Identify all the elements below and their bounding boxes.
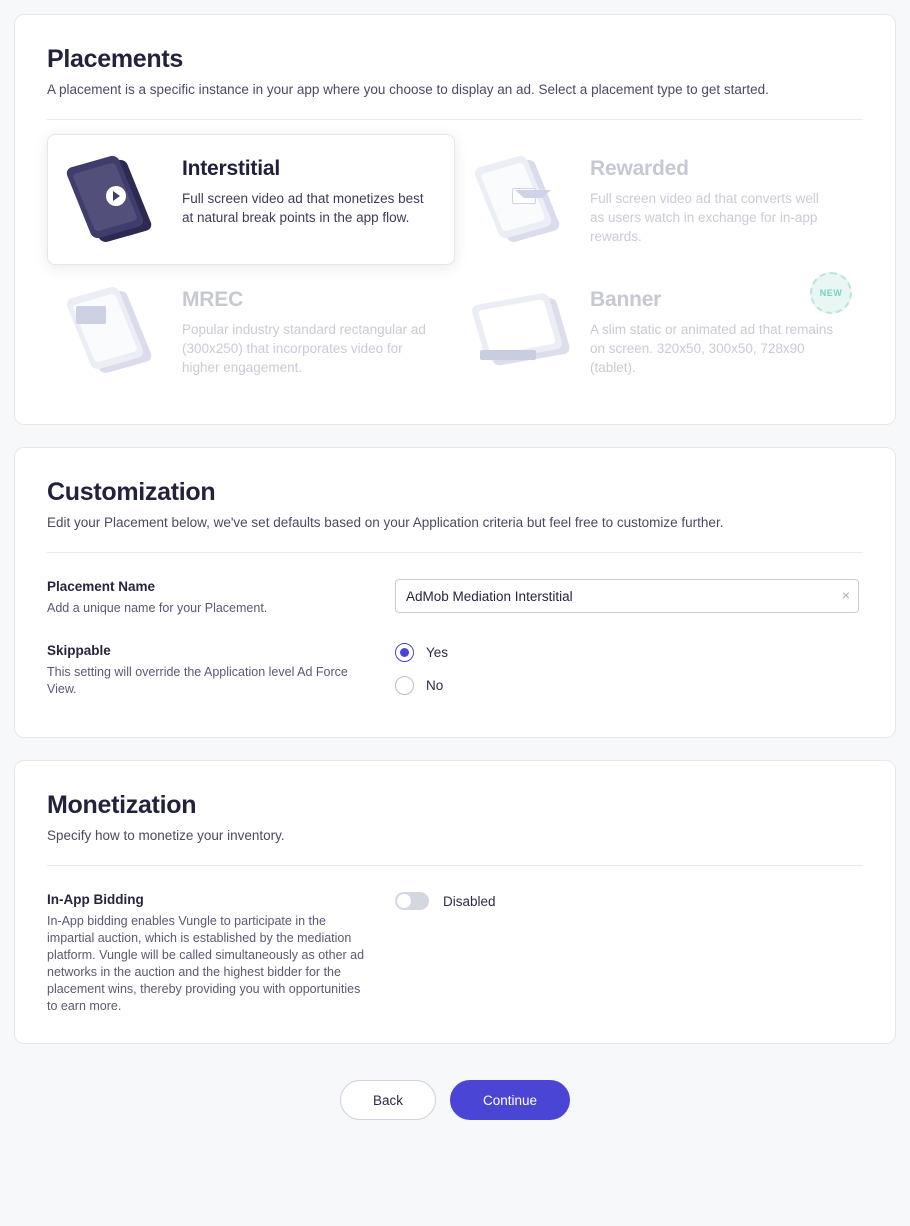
in-app-bidding-label: In-App Bidding bbox=[47, 892, 144, 907]
in-app-bidding-hint: In-App bidding enables Vungle to participate in the impartial auction, which is established by the mediation platform. Vungle will be called simultaneously as other ad networks in the auction and the highest bidder for the placement wins, thereby providing you with opportunities to earn more. bbox=[47, 914, 365, 1013]
skippable-row bbox=[47, 643, 863, 709]
skippable-no-label: No bbox=[426, 678, 444, 693]
new-badge-icon: NEW bbox=[810, 272, 852, 314]
monetization-title: Monetization bbox=[47, 791, 197, 819]
placement-desc-interstitial: Full screen video ad that monetizes best at natural break points in the app flow. bbox=[182, 191, 424, 225]
placement-name-rewarded: Rewarded bbox=[590, 157, 689, 180]
mrec-thumbnail bbox=[64, 284, 168, 370]
skippable-label-group bbox=[47, 643, 395, 709]
placement-desc-banner: A slim static or animated ad that remains on screen. 320x50, 300x50, 728x90 (tablet). bbox=[590, 322, 834, 375]
form-footer bbox=[14, 1066, 896, 1146]
toggle-knob-icon bbox=[397, 894, 411, 908]
mrec-text bbox=[182, 284, 427, 377]
tablet-screen bbox=[478, 299, 556, 355]
placement-name-field-group bbox=[395, 579, 863, 617]
clear-input-icon[interactable]: × bbox=[841, 587, 850, 603]
interstitial-thumbnail bbox=[64, 153, 168, 239]
radio-unselected-icon[interactable] bbox=[395, 676, 414, 695]
banner-bar-icon bbox=[480, 350, 536, 360]
placement-name-input-wrap bbox=[395, 579, 859, 613]
phone-screen bbox=[72, 162, 138, 232]
continue-button[interactable]: Continue bbox=[450, 1080, 570, 1120]
placement-option-banner[interactable] bbox=[455, 265, 863, 396]
monetization-divider bbox=[47, 865, 863, 866]
placement-option-mrec[interactable] bbox=[47, 265, 455, 396]
customization-title: Customization bbox=[47, 478, 216, 506]
customization-card bbox=[14, 447, 896, 738]
in-app-bidding-row bbox=[47, 892, 863, 1015]
in-app-bidding-state: Disabled bbox=[443, 893, 496, 909]
in-app-bidding-toggle[interactable] bbox=[395, 892, 429, 910]
placement-name-label: Placement Name bbox=[47, 579, 156, 594]
in-app-bidding-field-group bbox=[395, 892, 863, 1015]
radio-selected-icon[interactable] bbox=[395, 643, 414, 662]
mrec-rectangle-icon bbox=[76, 306, 106, 324]
phone-light-icon bbox=[65, 285, 146, 370]
skippable-label: Skippable bbox=[47, 643, 111, 658]
in-app-bidding-label-group bbox=[47, 892, 395, 1015]
placement-name-mrec: MREC bbox=[182, 288, 244, 311]
skippable-radio-yes[interactable] bbox=[395, 643, 863, 662]
placement-name-hint: Add a unique name for your Placement. bbox=[47, 601, 268, 615]
envelope-icon bbox=[512, 188, 536, 204]
banner-thumbnail bbox=[472, 284, 576, 370]
placements-title: Placements bbox=[47, 45, 183, 73]
monetization-card bbox=[14, 760, 896, 1044]
placements-divider bbox=[47, 119, 863, 120]
phone-dark-icon bbox=[65, 154, 146, 239]
rewarded-text bbox=[590, 153, 835, 246]
customization-divider bbox=[47, 552, 863, 553]
back-button[interactable]: Back bbox=[340, 1080, 436, 1120]
placement-name-input[interactable] bbox=[395, 579, 859, 613]
placement-desc-mrec: Popular industry standard rectangular ad (300x250) that incorporates video for higher engagement. bbox=[182, 322, 426, 375]
skippable-radio-no[interactable] bbox=[395, 676, 863, 695]
placement-name-label-group bbox=[47, 579, 395, 617]
skippable-hint: This setting will override the Application level Ad Force View. bbox=[47, 665, 348, 696]
placement-name-interstitial: Interstitial bbox=[182, 157, 280, 180]
placement-name-row bbox=[47, 579, 863, 617]
customization-subtitle: Edit your Placement below, we've set defaults based on your Application criteria but feel free to customize further. bbox=[47, 515, 724, 530]
placement-desc-rewarded: Full screen video ad that converts well as users watch in exchange for in-app rewards. bbox=[590, 191, 819, 244]
placement-option-interstitial[interactable] bbox=[47, 134, 455, 265]
in-app-bidding-toggle-row bbox=[395, 892, 863, 910]
monetization-subtitle: Specify how to monetize your inventory. bbox=[47, 828, 285, 843]
placements-subtitle: A placement is a specific instance in your app where you choose to display an ad. Select a placement type to get started. bbox=[47, 82, 769, 97]
interstitial-text bbox=[182, 153, 427, 227]
skippable-yes-label: Yes bbox=[426, 645, 449, 660]
rewarded-thumbnail bbox=[472, 153, 576, 239]
placements-card bbox=[14, 14, 896, 425]
banner-text bbox=[590, 284, 835, 377]
skippable-field-group bbox=[395, 643, 863, 709]
placement-options-grid bbox=[47, 134, 863, 396]
placement-option-rewarded[interactable] bbox=[455, 134, 863, 265]
phone-screen bbox=[72, 293, 138, 363]
placement-name-banner: Banner bbox=[590, 288, 662, 311]
play-icon bbox=[106, 186, 126, 206]
